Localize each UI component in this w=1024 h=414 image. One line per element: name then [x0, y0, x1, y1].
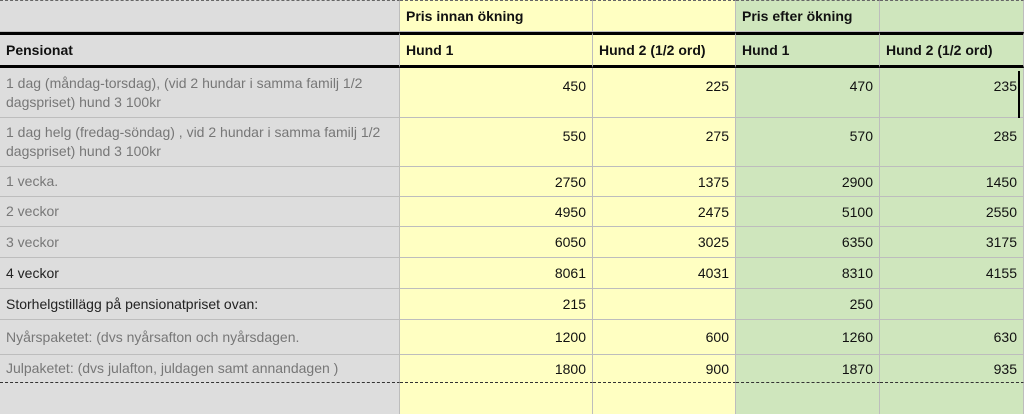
cell-h1-after-1-vecka[interactable]: 2900: [736, 167, 880, 197]
cell-h1-before-julpaketet[interactable]: 1800: [400, 355, 593, 383]
cell-h1-before-storhelgstillagg[interactable]: 215: [400, 289, 593, 320]
cell-h2-after-julpaketet[interactable]: 935: [880, 355, 1024, 383]
cell-h1-after-storhelgstillagg[interactable]: 250: [736, 289, 880, 320]
cell-h2-before-2-veckor[interactable]: 2475: [593, 197, 736, 227]
header-corner-cell[interactable]: [0, 0, 400, 32]
cell-h1-after-2-veckor[interactable]: 5100: [736, 197, 880, 227]
cell-h1-after-nyarspaketet[interactable]: 1260: [736, 320, 880, 355]
empty-cell[interactable]: [736, 383, 880, 414]
cell-h2-before-1-vecka[interactable]: 1375: [593, 167, 736, 197]
cell-h1-before-1-dag[interactable]: 450: [400, 68, 593, 118]
cell-h1-before-nyarspaketet[interactable]: 1200: [400, 320, 593, 355]
group-header-before[interactable]: Pris innan ökning: [400, 0, 593, 32]
row-label-4-veckor[interactable]: 4 veckor: [0, 258, 400, 289]
row-label-1-dag[interactable]: 1 dag (måndag-torsdag), (vid 2 hundar i samma familj 1/2 dagspriset) hund 3 100kr: [0, 68, 400, 118]
cell-h2-before-julpaketet[interactable]: 900: [593, 355, 736, 383]
cell-h1-after-julpaketet[interactable]: 1870: [736, 355, 880, 383]
cell-h2-after-storhelgstillagg[interactable]: [880, 289, 1024, 320]
row-label-header[interactable]: Pensionat: [0, 32, 400, 68]
empty-cell[interactable]: [880, 383, 1024, 414]
cell-h2-before-4-veckor[interactable]: 4031: [593, 258, 736, 289]
cell-h1-after-3-veckor[interactable]: 6350: [736, 227, 880, 258]
row-label-nyarspaketet[interactable]: Nyårspaketet: (dvs nyårsafton och nyårsdagen.: [0, 320, 400, 355]
group-header-after-empty[interactable]: [880, 0, 1024, 32]
cell-h2-before-1-dag-helg[interactable]: 275: [593, 118, 736, 167]
cell-h1-before-4-veckor[interactable]: 8061: [400, 258, 593, 289]
col-header-hund1-before[interactable]: Hund 1: [400, 32, 593, 68]
empty-cell[interactable]: [400, 383, 593, 414]
cell-h1-before-3-veckor[interactable]: 6050: [400, 227, 593, 258]
row-label-storhelgstillagg[interactable]: Storhelgstillägg på pensionatpriset ovan:: [0, 289, 400, 320]
row-label-julpaketet[interactable]: Julpaketet: (dvs julafton, juldagen samt annandagen ): [0, 355, 400, 383]
cell-h2-after-1-vecka[interactable]: 1450: [880, 167, 1024, 197]
group-header-before-empty[interactable]: [593, 0, 736, 32]
cell-h2-after-nyarspaketet[interactable]: 630: [880, 320, 1024, 355]
cell-h2-after-1-dag-helg[interactable]: 285: [880, 118, 1024, 167]
col-header-hund2-after[interactable]: Hund 2 (1/2 ord): [880, 32, 1024, 68]
row-label-1-vecka[interactable]: 1 vecka.: [0, 167, 400, 197]
cell-h2-after-4-veckor[interactable]: 4155: [880, 258, 1024, 289]
cell-h1-after-4-veckor[interactable]: 8310: [736, 258, 880, 289]
cell-h2-after-3-veckor[interactable]: 3175: [880, 227, 1024, 258]
cell-h2-after-1-dag[interactable]: 235: [880, 68, 1024, 118]
group-header-after[interactable]: Pris efter ökning: [736, 0, 880, 32]
cell-h2-before-nyarspaketet[interactable]: 600: [593, 320, 736, 355]
selection-edge-marker: [1018, 71, 1020, 118]
cell-h2-before-3-veckor[interactable]: 3025: [593, 227, 736, 258]
col-header-hund1-after[interactable]: Hund 1: [736, 32, 880, 68]
col-header-hund2-before[interactable]: Hund 2 (1/2 ord): [593, 32, 736, 68]
cell-h2-before-storhelgstillagg[interactable]: [593, 289, 736, 320]
cell-h1-before-1-vecka[interactable]: 2750: [400, 167, 593, 197]
empty-cell[interactable]: [593, 383, 736, 414]
empty-cell[interactable]: [0, 383, 400, 414]
cell-h1-after-1-dag[interactable]: 470: [736, 68, 880, 118]
row-label-1-dag-helg[interactable]: 1 dag helg (fredag-söndag) , vid 2 hundar i samma familj 1/2 dagspriset) hund 3 100kr: [0, 118, 400, 167]
cell-h1-after-1-dag-helg[interactable]: 570: [736, 118, 880, 167]
cell-h2-after-2-veckor[interactable]: 2550: [880, 197, 1024, 227]
row-label-2-veckor[interactable]: 2 veckor: [0, 197, 400, 227]
cell-h1-before-2-veckor[interactable]: 4950: [400, 197, 593, 227]
row-label-3-veckor[interactable]: 3 veckor: [0, 227, 400, 258]
cell-h2-before-1-dag[interactable]: 225: [593, 68, 736, 118]
cell-h1-before-1-dag-helg[interactable]: 550: [400, 118, 593, 167]
